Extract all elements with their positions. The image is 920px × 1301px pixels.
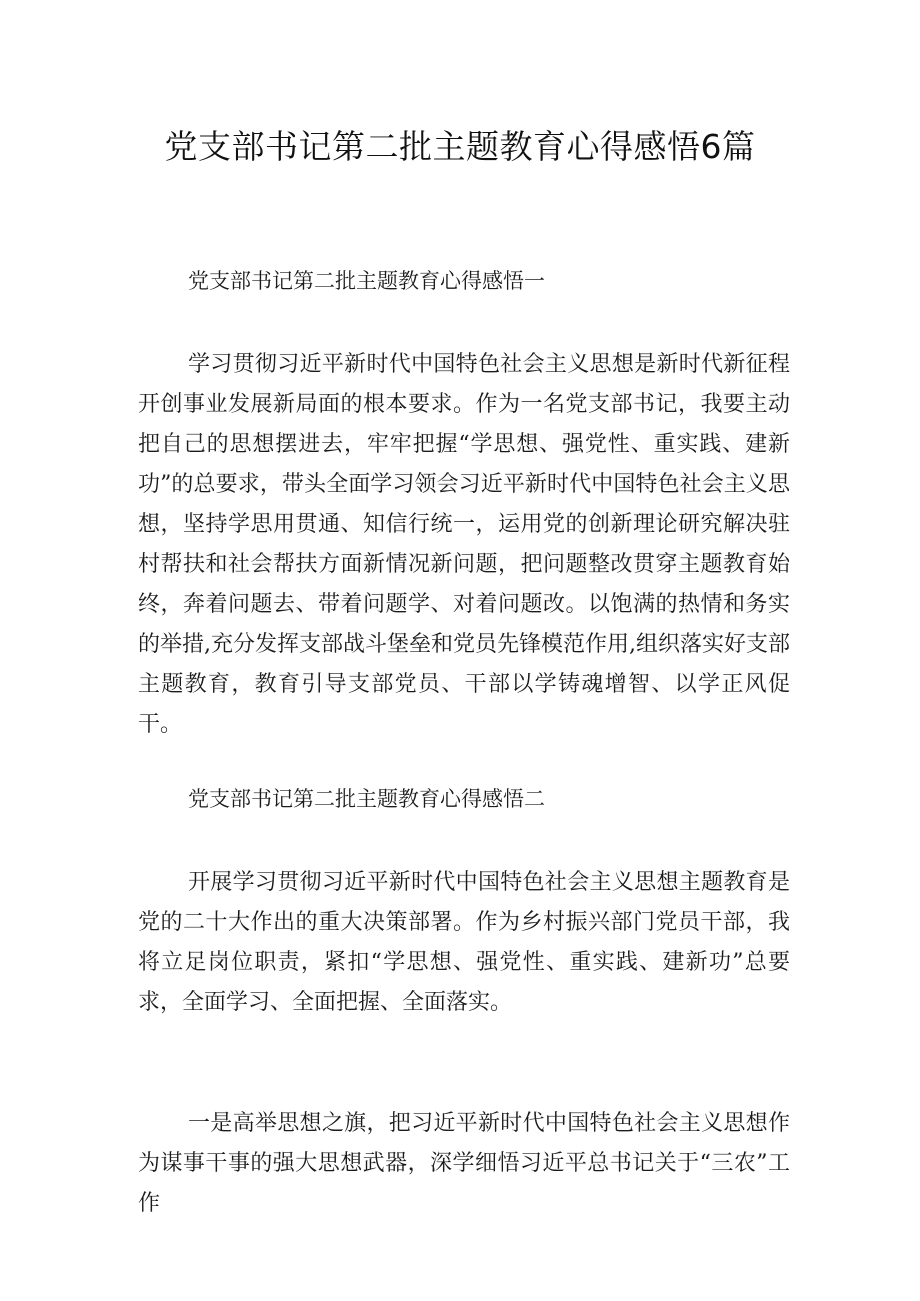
- section-heading-1: 党支部书记第二批主题教育心得感悟一: [188, 269, 545, 293]
- document-title: 党支部书记第二批主题教育心得感悟6篇: [164, 127, 756, 166]
- section-2-paragraph-1: 开展学习贯彻习近平新时代中国特色社会主义思想主题教育是党的二十大作出的重大决策部署。作为乡村振兴部门党员干部，我将立足岗位职责，紧扣“学思想、强党性、重实践、建新功”总要求，全面学习、全面把握、全面落实。: [138, 870, 790, 1015]
- section-1-paragraph-1: 学习贯彻习近平新时代中国特色社会主义思想是新时代新征程开创事业发展新局面的根本要求。作为一名党支部书记，我要主动把自己的思想摆进去，牢牢把握“学思想、强党性、重实践、建新功”的总要求，带头全面学习领会习近平新时代中国特色社会主义思想，坚持学思用贯通、知信行统一，运用党的创新理论研究解决驻村帮扶和社会帮扶方面新情况新问题，把问题整改贯穿主题教育始终，奔着问题去、带着问题学、对着问题改。以饱满的热情和务实的举措,充分发挥支部战斗堡垒和党员先锋模范作用,组织落实好支部主题教育，教育引导支部党员、干部以学铸魂增智、以学正风促干。: [138, 352, 790, 737]
- section-heading-2: 党支部书记第二批主题教育心得感悟二: [188, 787, 545, 811]
- section-2-paragraph-2: 一是高举思想之旗，把习近平新时代中国特色社会主义思想作为谋事干事的强大思想武器，深学细悟习近平总书记关于“三农”工作: [138, 1111, 790, 1216]
